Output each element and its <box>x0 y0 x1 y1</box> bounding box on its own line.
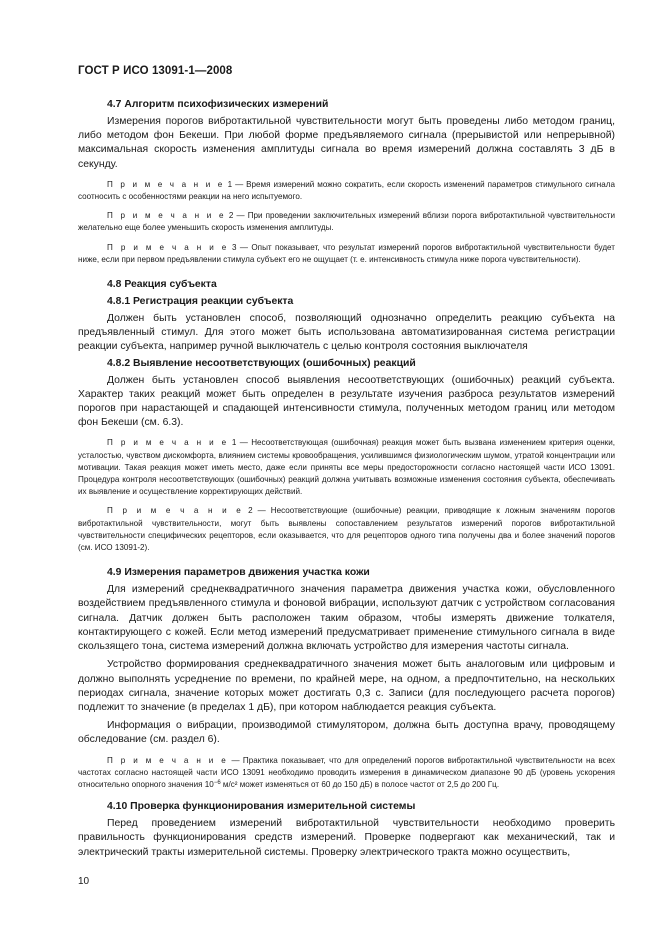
note-text: 2 — Несоответствующие (ошибочные) реакции, приводящие к ложным значениям порогов вибротактильной чувствительности, могут быть выявлены сопоставлением результатов измерений порогов вибротактильной чувствительности специфических рецепторов, если оказывается, что для рецепторов одного типа получены два и более значений порогов (см. ИСО 13091-2). <box>78 506 615 553</box>
section-4-7-note-3 <box>78 242 615 266</box>
section-4-9-paragraph-1: Для измерений среднеквадратичного значения параметра движения участка кожи, обусловленного воздействием предъявленного стимула и фоновой вибрации, используют датчик с устройством согласования сигнала. Датчик должен быть расположен таким образом, чтобы измерять движение толкателя, контактирующего с кожей. Если метод измерений предусматривает применение стимульного сигнала в виде скользящего тона, система измерений должна включать устройство для измерения частоты сигнала. <box>78 584 615 653</box>
section-4-8-2-paragraph: Должен быть установлен способ выявления несоответствующих (ошибочных) реакций субъекта. Характер таких реакций может быть определен в результате изучения разброса результатов измерений порогов при нарастающей и спадающей интенсивности стимула, полученных методом границ или методом фон Бекеши (см. 6.3). <box>78 374 615 429</box>
page-content <box>78 98 615 860</box>
section-4-9-note <box>78 755 615 792</box>
note-label: П р и м е ч а н и е <box>107 438 229 448</box>
note-text: 1 — Несоответствующая (ошибочная) реакция может быть вызвана изменением критерия оценки, усталостью, чувством дискомфорта, влиянием системы кровообращения, усилившимся физиологическим шумом, утратой концентрации или мотивации. Такая реакция может иметь место, даже если приняты все меры предосторожности согласно настоящей части ИСО 13091. Процедура контроля несоответствующих (ошибочных) реакций должна учитывать возможные изменения состояния субъекта, обеспечивать их выявление и осуществление корректирующих действий. <box>78 438 615 497</box>
section-4-7-title: 4.7 Алгоритм психофизических измерений <box>107 99 329 110</box>
note-label: П р и м е ч а н и е <box>107 179 225 189</box>
section-4-7-paragraph: Измерения порогов вибротактильной чувствительности могут быть проведены либо методом границ, либо методом фон Бекеши. При любой форме предъявляемого сигнала (прерывистой или непрерывной) максимальная скорость изменения амплитуды сигнала во время измерений должна составлять 3 дБ в секунду. <box>78 116 615 170</box>
note-label: П р и м е ч а н и е <box>107 242 229 252</box>
section-4-9-paragraph-3: Информация о вибрации, производимой стимулятором, должна быть доступна врачу, проводящему обследование (см. раздел 6). <box>78 720 615 746</box>
page-number: 10 <box>78 876 90 887</box>
note-label: П р и м е ч а н и е <box>107 755 229 765</box>
section-4-8-1-title: 4.8.1 Регистрация реакции субъекта <box>107 296 294 308</box>
note-text: 1 — Время измерений можно сократить, если скорость изменений параметров стимульного сигнала соотносить с особенностями реакции на него испытуемого. <box>78 179 615 202</box>
section-4-7-note-2 <box>78 210 615 234</box>
section-4-8-2-note-1 <box>78 437 615 498</box>
section-4-10-title: 4.10 Проверка функционирования измерительной системы <box>107 801 416 813</box>
section-4-8-2-title: 4.8.2 Выявление несоответствующих (ошибочных) реакций <box>107 357 416 369</box>
section-4-8-title: 4.8 Реакция субъекта <box>107 279 217 291</box>
section-4-8-1-paragraph: Должен быть установлен способ, позволяющий однозначно определить реакцию субъекта на предъявленный стимул. Для этого может быть использована автоматизированная система регистрации реакции субъекта, например ручной выключатель с целью контроля состояния выключателя <box>78 313 615 353</box>
note-text: 3 — Опыт показывает, что результат измерений порогов вибротактильной чувствительности будет ниже, если при первом предъявлении стимула субъект его не ощущает (т. е. интенсивность стимула ниже порога чувствительности). <box>78 242 615 264</box>
section-4-9-paragraph-2: Устройство формирования среднеквадратичного значения может быть аналоговым или цифровым и должно выполнять усреднение по времени, по крайней мере, на одном, а предпочтительно, на нескольких периодах сигнала, значение которых может достигать 0,3 с. Записи (для последующего расчета порогов) подлежит то значение (в пределах 1 дБ), при котором наблюдается реакция субъекта. <box>78 659 615 713</box>
note-text: 2 — При проведении заключительных измерений вблизи порога вибротактильной чувствительности желательно еще более уменьшить скорость изменения амплитуды. <box>78 211 615 233</box>
section-4-9-title: 4.9 Измерения параметров движения участка кожи <box>107 567 370 579</box>
note-label: П р и м е ч а н и е <box>107 506 244 516</box>
section-4-7-note-1 <box>78 179 615 203</box>
note-label: П р и м е ч а н и е <box>107 211 226 221</box>
section-4-10-paragraph: Перед проведением измерений вибротактильной чувствительности необходимо проверить правильность функционирования средств измерений. Проверке подвергают как механический, так и электрический тракты измерительной системы. Проверку электрического тракта можно осуществить, <box>78 818 615 858</box>
note-exponent: −6 <box>213 779 221 786</box>
note-text-end: м/с² может изменяться от 60 до 150 дБ) в полосе частот от 2,5 до 200 Гц. <box>220 779 500 789</box>
section-4-8-2-note-2 <box>78 505 615 554</box>
document-header: ГОСТ Р ИСО 13091-1—2008 <box>78 65 233 77</box>
note-text: — Практика показывает, что для определений порогов вибротактильной чувствительности на всех частотах согласно настоящей части ИСО 13091 необходимо проводить измерения в динамическом диапазоне 90 дБ (уровень ускорения относительно опорного значения 10 <box>78 755 615 789</box>
